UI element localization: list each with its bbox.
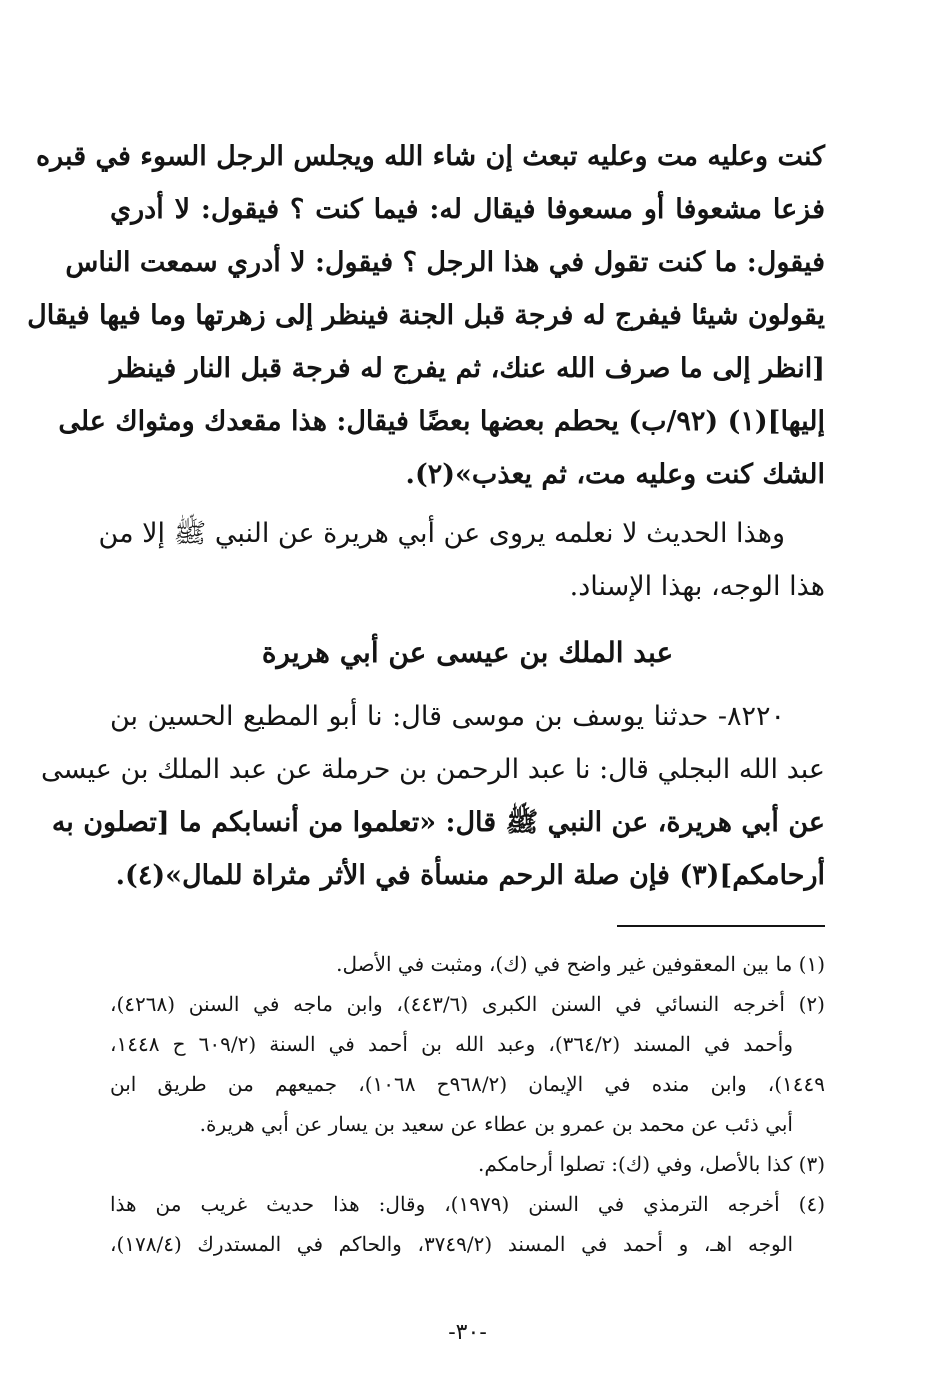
hadith-8220 bbox=[41, 690, 825, 902]
footnote-line: (٤) أخرجه الترمذي في السنن (١٩٧٩)، وقال: هذا حديث غريب من هذا bbox=[110, 1192, 826, 1216]
text-line: أرحامكم](٣) فإن صلة الرحم منسأة في الأثر مثراة للمال»(٤). bbox=[115, 860, 825, 891]
footnote-line: أبي ذئب عن محمد بن عمرو بن عطاء عن سعيد بن يسار عن أبي هريرة. bbox=[199, 1112, 793, 1136]
footnote-line: ١٤٤٩)، وابن منده في الإيمان (٩٦٨/٢ح ١٠٦٨)، جميعهم من طريق ابن bbox=[110, 1072, 825, 1096]
footnote-line: وأحمد في المسند (٣٦٤/٢)، وعبد الله بن أحمد في السنة (٦٠٩/٢ ح ١٤٤٨، bbox=[110, 1032, 793, 1056]
footnote-line: (٢) أخرجه النسائي في السنن الكبرى (٤٤٣/٦)، وابن ماجه في السنن (٤٢٦٨)، bbox=[110, 992, 825, 1016]
text-line: فزعا مشعوفا أو مسعوفا فيقال له: فيما كنت ؟ فيقول: لا أدري bbox=[110, 194, 825, 225]
text-line: كنت وعليه مت وعليه تبعث إن شاء الله ويجلس الرجل السوء في قبره bbox=[36, 141, 825, 172]
text-line: عبد الله البجلي قال: نا عبد الرحمن بن حرملة عن عبد الملك بن عيسى bbox=[41, 754, 825, 785]
main-paragraph bbox=[27, 130, 825, 501]
text-line: الشك كنت وعليه مت، ثم يعذب»(٢). bbox=[405, 459, 825, 490]
text-line: يقولون شيئا فيفرج له فرجة قبل الجنة فينظر إلى زهرتها وما فيها فيقال bbox=[27, 300, 825, 331]
text-line: ٨٢٢٠- حدثنا يوسف بن موسى قال: نا أبو المطيع الحسين بن bbox=[110, 701, 785, 732]
text-line: وهذا الحديث لا نعلمه يروى عن أبي هريرة عن النبي ﷺ إلا من bbox=[98, 518, 785, 549]
footnote-line: (١) ما بين المعقوفين غير واضح في (ك)، ومثبت في الأصل. bbox=[336, 952, 825, 976]
section-heading: عبد الملك بن عيسى عن أبي هريرة bbox=[261, 636, 674, 669]
footnotes bbox=[110, 944, 825, 1264]
text-line: فيقول: ما كنت تقول في هذا الرجل ؟ فيقول: لا أدري سمعت الناس bbox=[65, 247, 825, 278]
text-line: عن أبي هريرة، عن النبي ﷺ قال: «تعلموا من أنسابكم ما [تصلون به bbox=[51, 807, 825, 838]
footnote-line: الوجه اهـ، و أحمد في المسند (٣٧٤٩/٢، والحاكم في المستدرك (١٧٨/٤)، bbox=[110, 1232, 794, 1256]
page bbox=[27, 0, 826, 1387]
page-number: -٣٠- bbox=[448, 1320, 487, 1345]
text-line: إليها](١) (٩٢/ب) يحطم بعضها بعضًا فيقال: هذا مقعدك ومثواك على bbox=[58, 406, 825, 437]
text-line: هذا الوجه، بهذا الإسناد. bbox=[569, 571, 825, 602]
text-line: [انظر إلى ما صرف الله عنك، ثم يفرج له فرجة قبل النار فينظر bbox=[110, 353, 825, 384]
footnote-line: (٣) كذا بالأصل، وفي (ك): تصلوا أرحامكم. bbox=[478, 1152, 825, 1176]
footnote-separator bbox=[617, 925, 825, 927]
remark-paragraph bbox=[98, 507, 825, 613]
